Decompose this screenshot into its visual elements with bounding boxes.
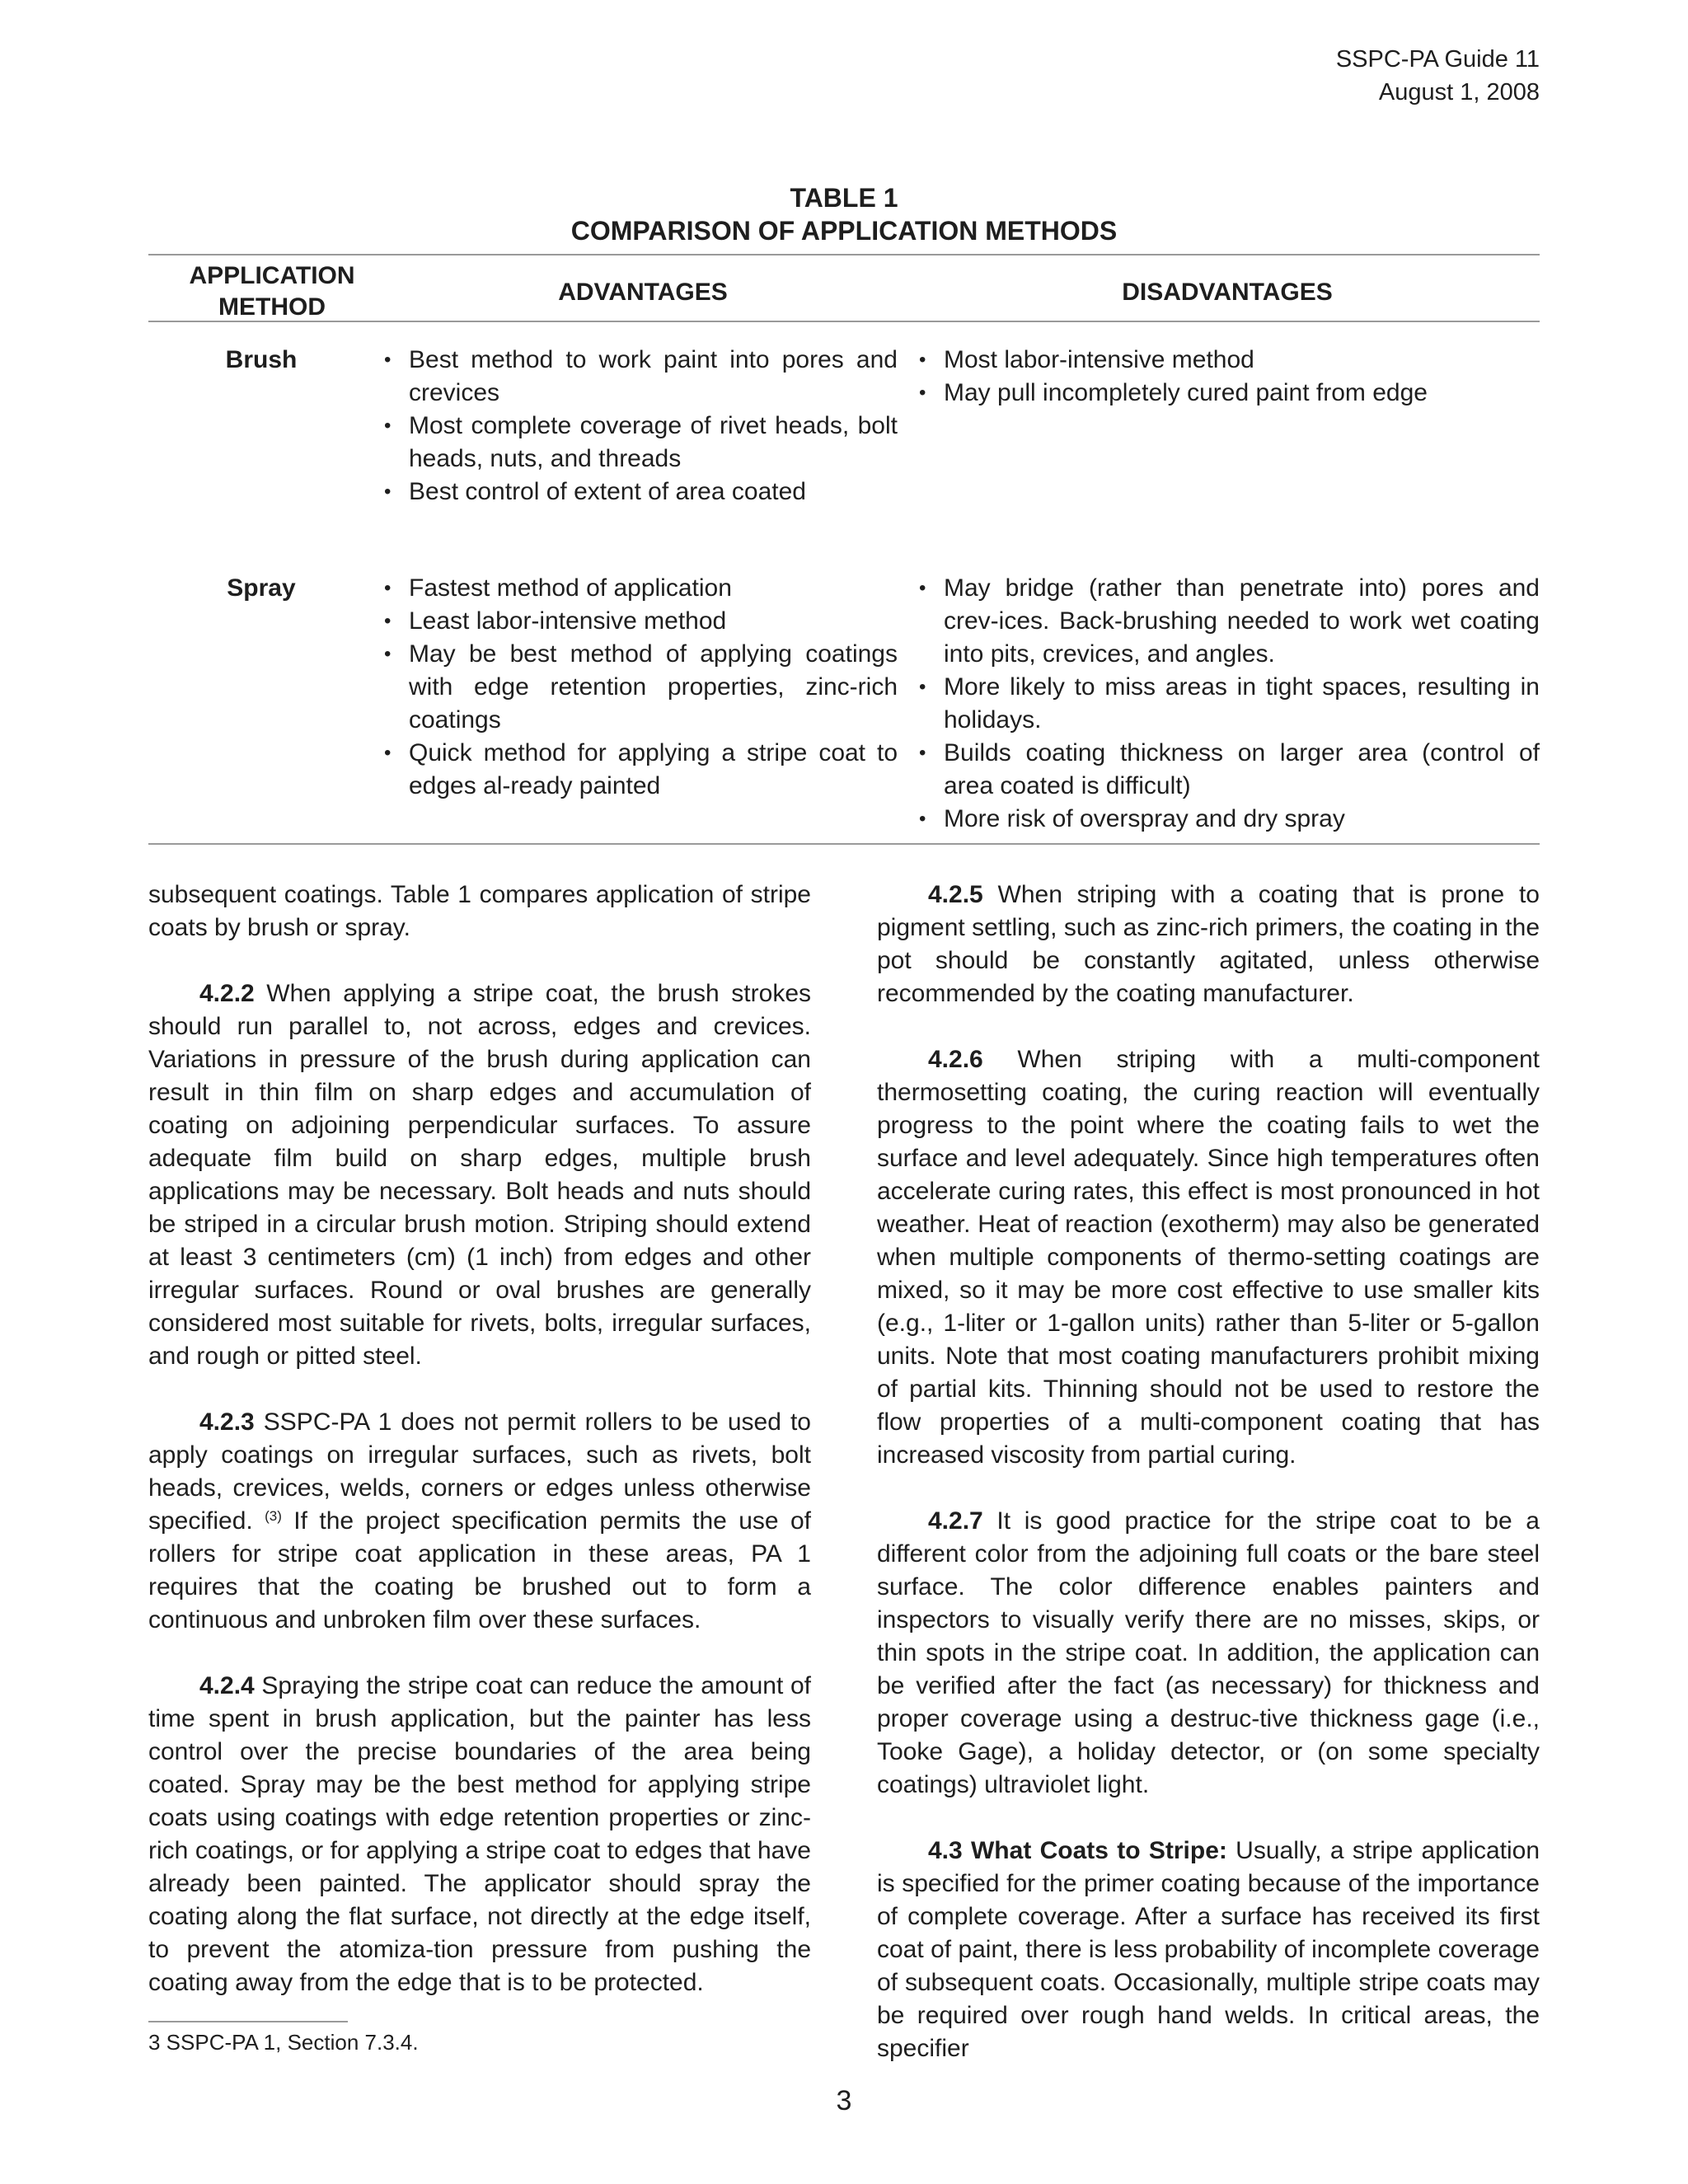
running-header <box>1336 43 1540 109</box>
spray-advantages-list <box>382 572 898 803</box>
column-header-disadvantages: DISADVANTAGES <box>1122 279 1333 306</box>
body-column-left <box>148 879 811 2032</box>
table-bottom-rule <box>148 843 1540 845</box>
section-number: 4.2.7 <box>928 1507 983 1535</box>
section-number: 4.2.2 <box>199 980 255 1007</box>
table-caption: COMPARISON OF APPLICATION METHODS <box>570 216 1118 246</box>
table-number: TABLE 1 <box>790 183 898 213</box>
section-number: 4.2.3 <box>199 1408 255 1436</box>
paragraph-4-3: 4.3 What Coats to Stripe: Usually, a stripe application is specified for the primer coating because of the importance of complete coverage. After a surface has received its first coat of paint, there is less probability of incomplete coverage of subsequent coats. Occasionally, multiple stripe coats may be required over rough hand welds. In critical areas, the specifier <box>877 1837 1540 2062</box>
paragraph: subsequent coatings. Table 1 compares application of stripe coats by brush or spray. <box>148 881 811 941</box>
document-id: SSPC-PA Guide 11 <box>1335 46 1540 73</box>
paragraph-4-2-3: 4.2.3 SSPC-PA 1 does not permit rollers to be used to apply coatings on irregular surfaces, such as rivets, bolt heads, crevices, welds, corners or edges unless otherwise specified. $^{(3)}$ If the project specification permits the use of rollers for stripe coat application in these areas, PA 1 requires that the coating be brushed out to form a continuous and unbroken film over these surfaces. <box>148 1408 811 1633</box>
section-number: 4.2.4 <box>199 1672 255 1699</box>
section-number: 4.2.5 <box>928 881 983 908</box>
list-item: • Most labor-intensive method <box>917 344 1540 377</box>
list-item: • More likely to miss areas in tight spaces, resulting in holidays. <box>917 671 1540 737</box>
document-date: August 1, 2008 <box>1378 79 1540 105</box>
paragraph-4-2-6: 4.2.6 When striping with a multi-component thermosetting coating, the curing reaction will eventually progress to the point where the coating fails to wet the surface and level adequately. Since high temperatures often accelerate curing rates, this effect is most pronounced in hot weather. Heat of reaction (exotherm) may also be generated when multiple components of thermo-setting coatings are mixed, so it may be more cost effective to use smaller kits (e.g., 1-liter or 1-gallon units) rather than 5-liter or 5-gallon units. Note that most coating manufacturers prohibit mixing of partial kits. Thinning should not be used to restore the flow properties of a multi-component coating that has increased viscosity from partial curing. <box>877 1046 1540 1469</box>
section-number: 4.2.6 <box>928 1046 983 1073</box>
list-item: • Fastest method of application <box>382 572 898 605</box>
paragraph-4-2-7: 4.2.7 It is good practice for the stripe coat to be a different color from the adjoining full coats or the bare steel surface. The color difference enables painters and inspectors to visually verify there are no misses, skips, or thin spots in the stripe coat. In addition, the application can be verified after the fact (as necessary) for thickness and proper coverage using a destruc-tive thickness gage (i.e., Tooke Gage), a holiday detector, or (on some specialty coatings) ultraviolet light. <box>877 1507 1540 1798</box>
list-item: • Best control of extent of area coated <box>382 476 898 509</box>
row-method-brush: Brush <box>225 346 298 373</box>
list-item: • May pull incompletely cured paint from edge <box>917 377 1540 410</box>
paragraph-4-2-4: 4.2.4 Spraying the stripe coat can reduce the amount of time spent in brush application, but the painter has less control over the precise boundaries of the area being coated. Spray may be the best method for applying stripe coats using coatings with edge retention properties or zinc-rich coatings, or for applying a stripe coat to edges that have already been painted. The applicator should spray the coating along the flat surface, not directly at the edge itself, to prevent the atomiza-tion pressure from pushing the coating away from the edge that is to be protected. <box>148 1672 811 1996</box>
footnote-rule <box>148 2021 348 2022</box>
footnote: 3 SSPC-PA 1, Section 7.3.4. <box>148 2030 419 2055</box>
list-item: • May be best method of applying coatings with edge retention properties, zinc-rich coatings <box>382 638 898 737</box>
row-method-spray: Spray <box>227 574 296 602</box>
paragraph-4-2-2: 4.2.2 When applying a stripe coat, the brush strokes should run parallel to, not across, edges and crevices. Variations in pressure of the brush during application can result in thin film on sharp edges and accumulation of coating on adjoining perpendicular surfaces. To assure adequate film build on sharp edges, multiple brush applications may be necessary. Bolt heads and nuts should be striped in a circular brush motion. Striping should extend at least 3 centimeters (cm) (1 inch) from edges and other irregular surfaces. Round or oval brushes are generally considered most suitable for rivets, bolts, irregular surfaces, and rough or pitted steel. <box>148 980 811 1370</box>
section-heading: 4.3 What Coats to Stripe: <box>928 1837 1227 1864</box>
table-header-rule <box>148 321 1540 322</box>
spray-disadvantages-list <box>917 572 1540 836</box>
paragraph-4-2-5: 4.2.5 When striping with a coating that is prone to pigment settling, such as zinc-rich primers, the coating in the pot should be constantly agitated, unless otherwise recommended by the coating manufacturer. <box>877 881 1540 1007</box>
column-header-advantages: ADVANTAGES <box>558 279 728 306</box>
brush-advantages-list <box>382 344 898 509</box>
page-number: 3 <box>836 2085 852 2116</box>
column-header-method: APPLICATION METHOD <box>189 262 355 321</box>
brush-disadvantages-list <box>917 344 1540 410</box>
list-item: • Quick method for applying a stripe coat to edges al-ready painted <box>382 737 898 803</box>
footnote-reference: (3) <box>265 1508 282 1524</box>
list-item: • More risk of overspray and dry spray <box>917 803 1540 836</box>
list-item: • May bridge (rather than penetrate into) pores and crev-ices. Back-brushing needed to work wet coating into pits, crevices, and angles. <box>917 572 1540 671</box>
body-column-right <box>877 879 1540 2098</box>
table-top-rule <box>148 254 1540 255</box>
list-item: • Least labor-intensive method <box>382 605 898 638</box>
list-item: • Best method to work paint into pores and crevices <box>382 344 898 410</box>
table-title <box>148 181 1540 247</box>
list-item: • Builds coating thickness on larger area (control of area coated is difficult) <box>917 737 1540 803</box>
list-item: • Most complete coverage of rivet heads, bolt heads, nuts, and threads <box>382 410 898 476</box>
